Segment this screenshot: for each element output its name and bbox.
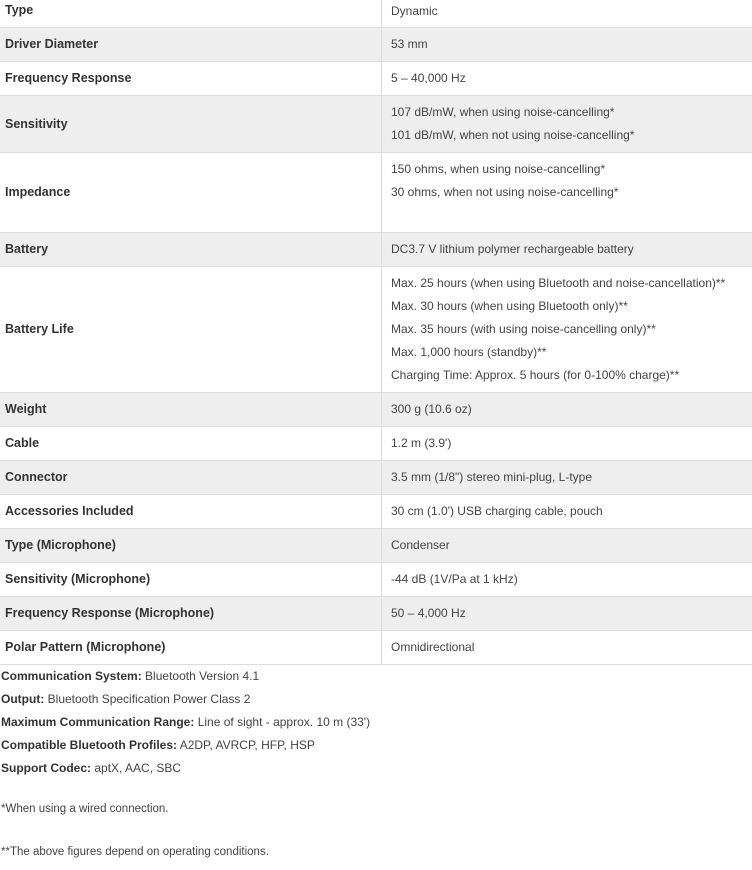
spec-value: [382, 596, 752, 630]
extra-spec-value: Line of sight - approx. 10 m (33'): [197, 714, 371, 729]
spec-row: [0, 61, 752, 95]
spec-value-line: Max. 35 hours (with using noise-cancelling only)**: [391, 321, 656, 336]
spec-value-line: Max. 25 hours (when using Bluetooth and noise-cancellation)**: [391, 275, 726, 290]
spec-row: [0, 152, 752, 232]
spec-label: Accessories Included: [0, 494, 382, 528]
spec-label: Battery: [0, 232, 382, 266]
spec-label: Driver Diameter: [0, 27, 382, 61]
spec-value: [382, 95, 752, 152]
extra-spec-line: [1, 757, 752, 780]
spec-row: [0, 460, 752, 494]
spec-value-line: Dynamic: [391, 4, 438, 18]
spec-value: [382, 426, 752, 460]
spec-value: [382, 152, 752, 232]
spec-value: [382, 562, 752, 596]
spec-value: [382, 494, 752, 528]
spec-row: [0, 232, 752, 266]
extra-spec-label: Output:: [1, 691, 45, 706]
spec-value-line: Charging Time: Approx. 5 hours (for 0-100% charge)**: [391, 367, 680, 382]
spec-value-line: Max. 30 hours (when using Bluetooth only)**: [391, 298, 628, 313]
spec-row: [0, 27, 752, 61]
extra-spec-line: [1, 734, 752, 757]
spec-label: Frequency Response (Microphone): [0, 596, 382, 630]
spec-value-line: 101 dB/mW, when not using noise-cancelling*: [391, 127, 635, 142]
spec-value-line: 5 – 40,000 Hz: [391, 70, 466, 85]
extra-spec-label: Compatible Bluetooth Profiles:: [1, 737, 178, 752]
spec-row: [0, 494, 752, 528]
extra-spec-value: Bluetooth Version 4.1: [145, 668, 260, 683]
spec-value-line: 1.2 m (3.9'): [391, 435, 452, 450]
spec-value-line: 30 cm (1.0') USB charging cable, pouch: [391, 503, 603, 518]
spec-label: Cable: [0, 426, 382, 460]
spec-row: [0, 392, 752, 426]
spec-value-line: 150 ohms, when using noise-cancelling*: [391, 161, 606, 176]
spec-value-line: -44 dB (1V/Pa at 1 kHz): [391, 571, 518, 586]
spec-value-line: Max. 1,000 hours (standby)**: [391, 344, 547, 359]
extra-specs: [0, 665, 752, 780]
extra-spec-line: [1, 711, 752, 734]
spec-value: [382, 0, 752, 27]
spec-value-line: Condenser: [391, 537, 450, 552]
spec-value: [382, 460, 752, 494]
spec-label: Weight: [0, 392, 382, 426]
spec-row: [0, 95, 752, 152]
spec-value-line: DC3.7 V lithium polymer rechargeable battery: [391, 241, 634, 256]
spec-label: Battery Life: [0, 266, 382, 392]
spec-value: [382, 61, 752, 95]
spec-row: [0, 630, 752, 664]
spec-label: Connector: [0, 460, 382, 494]
spec-label: Sensitivity: [0, 95, 382, 152]
extra-spec-value: aptX, AAC, SBC: [94, 760, 182, 775]
extra-spec-line: [1, 665, 752, 688]
spec-row: [0, 528, 752, 562]
extra-spec-label: Communication System:: [1, 668, 142, 683]
spec-row: [0, 0, 752, 27]
note-conditions: **The above figures depend on operating conditions.: [1, 845, 269, 858]
extra-spec-value: Bluetooth Specification Power Class 2: [47, 691, 251, 706]
spec-value-line: 107 dB/mW, when using noise-cancelling*: [391, 104, 615, 119]
spec-label: Type (Microphone): [0, 528, 382, 562]
extra-spec-value: A2DP, AVRCP, HFP, HSP: [179, 737, 315, 752]
spec-value: [382, 528, 752, 562]
spec-value-line: 3.5 mm (1/8") stereo mini-plug, L-type: [391, 469, 592, 484]
spec-row: [0, 266, 752, 392]
spec-label: Polar Pattern (Microphone): [0, 630, 382, 664]
spec-row: [0, 426, 752, 460]
spec-label: Type: [0, 0, 382, 27]
spec-label: Frequency Response: [0, 61, 382, 95]
spec-value-line: 53 mm: [391, 36, 428, 51]
spec-value: [382, 630, 752, 664]
spec-row: [0, 596, 752, 630]
spec-value: [382, 232, 752, 266]
extra-spec-label: Maximum Communication Range:: [1, 714, 195, 729]
spec-value: [382, 266, 752, 392]
spec-value-line: 50 – 4,000 Hz: [391, 605, 466, 620]
spec-label: Sensitivity (Microphone): [0, 562, 382, 596]
extra-spec-line: [1, 688, 752, 711]
extra-spec-label: Support Codec:: [1, 760, 91, 775]
spec-row: [0, 562, 752, 596]
note-wired: *When using a wired connection.: [1, 802, 169, 815]
spec-value: [382, 392, 752, 426]
spec-value-line: Omnidirectional: [391, 639, 475, 654]
spec-label: Impedance: [0, 152, 382, 232]
spec-value-line: 30 ohms, when not using noise-cancelling*: [391, 184, 619, 199]
spec-value: [382, 27, 752, 61]
spec-value-line: 300 g (10.6 oz): [391, 401, 472, 416]
